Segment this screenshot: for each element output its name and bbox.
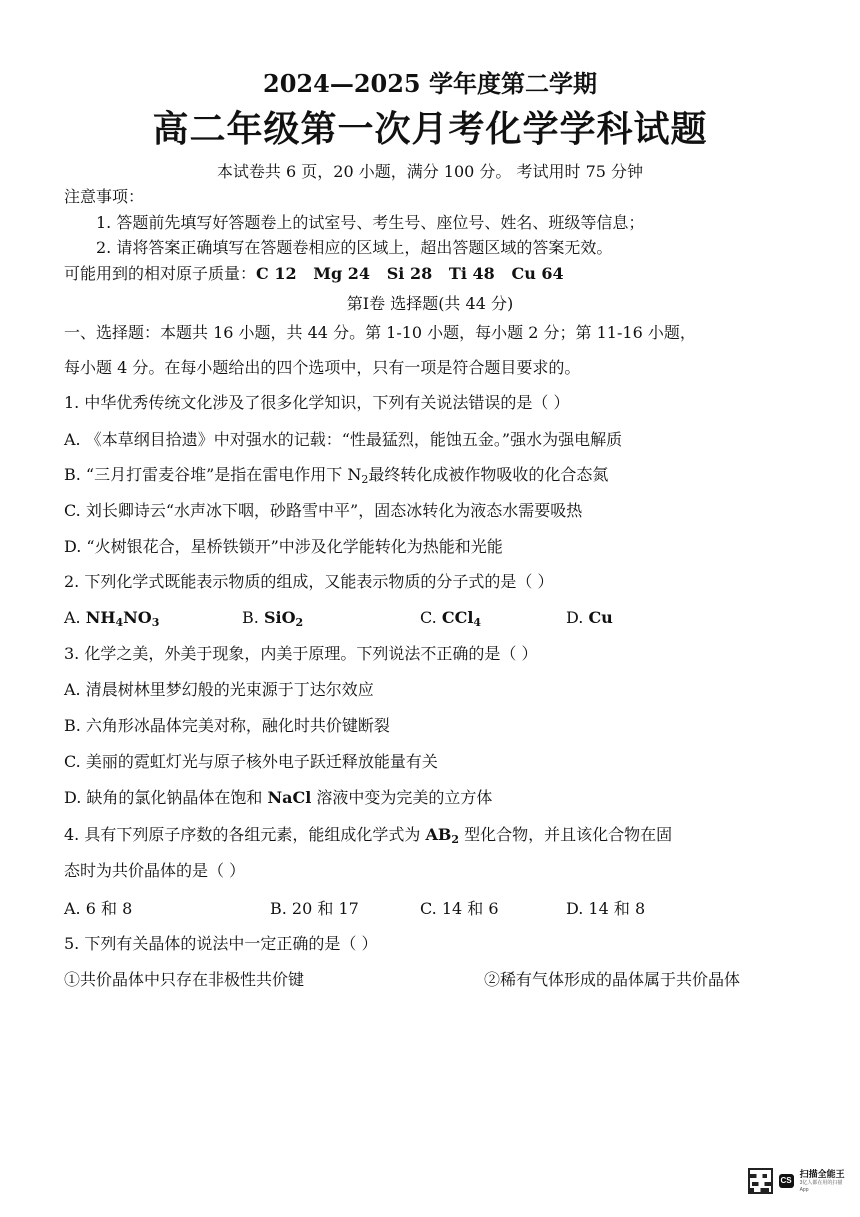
q5-item-2: ②稀有气体形成的晶体属于共价晶体 bbox=[484, 970, 741, 989]
atomic-mass-values: C 12 Mg 24 Si 28 Ti 48 Cu 64 bbox=[256, 264, 564, 283]
q2-a-label: A. bbox=[64, 608, 86, 627]
scanner-sub: 3亿人都在用的扫描App bbox=[799, 1179, 843, 1193]
q4-stem-sub: 2 bbox=[451, 833, 460, 846]
q4-stem bbox=[64, 825, 672, 845]
q1-b-pre: B. “三月打雷麦谷堆”是指在雷电作用下 N bbox=[64, 465, 362, 484]
q2-d-f: Cu bbox=[588, 608, 613, 627]
q2-c-s: 4 bbox=[473, 616, 482, 629]
exam-info: 本试卷共 6 页，20 小题，满分 100 分。 考试用时 75 分钟 bbox=[216, 162, 644, 181]
q1-b-post: 最终转化成被作物吸收的化合态氮 bbox=[368, 465, 609, 484]
atomic-mass bbox=[64, 264, 564, 284]
notes-label: 注意事项： bbox=[64, 187, 145, 206]
q5-item-1: ①共价晶体中只存在非极性共价键 bbox=[64, 970, 305, 989]
q2-a-f2: NO bbox=[123, 608, 152, 627]
q2-option-d bbox=[566, 608, 613, 628]
q2-a-f1: NH bbox=[85, 608, 116, 627]
q1-option-b bbox=[64, 465, 608, 485]
q2-c-label: C. bbox=[420, 608, 442, 627]
atomic-mass-label: 可能用到的相对原子质量： bbox=[64, 264, 257, 283]
q4-stem-formula: AB bbox=[425, 825, 452, 844]
q2-c-f: CCl bbox=[441, 608, 474, 627]
q3-d-pre: D. 缺角的氯化钠晶体在饱和 bbox=[64, 788, 268, 807]
q3-option-b: B. 六角形冰晶体完美对称，融化时共价键断裂 bbox=[64, 716, 390, 735]
q2-option-b bbox=[242, 608, 303, 628]
q4-option-b: B. 20 和 17 bbox=[270, 899, 359, 918]
q1-option-a: A. 《本草纲目拾遗》中对强水的记载：“性最猛烈，能蚀五金。”强水为强电解质 bbox=[64, 430, 623, 449]
q2-option-a bbox=[64, 608, 159, 628]
q2-d-label: D. bbox=[566, 608, 589, 627]
section1-line1: 一、选择题：本题共 16 小题，共 44 分。第 1-10 小题，每小题 2 分；第 11-16 小题， bbox=[64, 323, 696, 342]
q2-b-label: B. bbox=[242, 608, 264, 627]
q2-b-f: SiO bbox=[263, 608, 296, 627]
q4-stem-pre: 4. 具有下列原子序数的各组元素，能组成化学式为 bbox=[64, 825, 426, 844]
q3-option-c: C. 美丽的霓虹灯光与原子核外电子跃迁释放能量有关 bbox=[64, 752, 438, 771]
note-item-2: 2. 请将答案正确填写在答题卷相应的区域上，超出答题区域的答案无效。 bbox=[96, 238, 613, 257]
q2-a-s2: 3 bbox=[151, 616, 160, 629]
exam-title: 高二年级第一次月考化学学科试题 bbox=[152, 108, 708, 150]
q5-stem: 5. 下列有关晶体的说法中一定正确的是（ ） bbox=[64, 934, 378, 953]
q3-option-d bbox=[64, 788, 492, 808]
q2-stem: 2. 下列化学式既能表示物质的组成，又能表示物质的分子式的是（ ） bbox=[64, 572, 554, 591]
note-item-1: 1. 答题前先填写好答题卷上的试室号、考生号、座位号、姓名、班级等信息； bbox=[96, 213, 645, 232]
q4-option-d: D. 14 和 8 bbox=[566, 899, 646, 918]
q3-option-a: A. 清晨树林里梦幻般的光束源于丁达尔效应 bbox=[64, 680, 374, 699]
section1-line2: 每小题 4 分。在每小题给出的四个选项中，只有一项是符合题目要求的。 bbox=[64, 358, 581, 377]
q3-d-post: 溶液中变为完美的立方体 bbox=[311, 788, 493, 807]
term-heading: 2024—2025 学年度第二学期 bbox=[263, 69, 597, 98]
q1-option-d: D. “火树银花合，星桥铁锁开”中涉及化学能转化为热能和光能 bbox=[64, 537, 503, 556]
q2-option-c bbox=[420, 608, 481, 628]
cs-badge: CS bbox=[779, 1174, 794, 1188]
scanner-name: 扫描全能王 bbox=[799, 1168, 845, 1179]
q4-stem-line2: 态时为共价晶体的是（ ） bbox=[64, 861, 246, 880]
q3-d-formula: NaCl bbox=[267, 788, 312, 807]
part1-title: 第Ⅰ卷 选择题(共 44 分) bbox=[346, 294, 514, 313]
q4-option-a: A. 6 和 8 bbox=[64, 899, 133, 918]
q2-a-s1: 4 bbox=[115, 616, 124, 629]
q1-stem: 1. 中华优秀传统文化涉及了很多化学知识，下列有关说法错误的是（ ） bbox=[64, 393, 570, 412]
q4-option-c: C. 14 和 6 bbox=[420, 899, 499, 918]
q1-option-c: C. 刘长卿诗云“水声冰下咽，砂路雪中平”，固态冰转化为液态水需要吸热 bbox=[64, 501, 583, 520]
q1-b-sub: 2 bbox=[361, 473, 369, 486]
qr-code-icon bbox=[748, 1168, 773, 1194]
scanner-watermark bbox=[748, 1164, 848, 1198]
q2-b-s: 2 bbox=[295, 616, 304, 629]
q4-stem-post: 型化合物，并且该化合物在固 bbox=[459, 825, 673, 844]
q3-stem: 3. 化学之美，外美于现象，内美于原理。下列说法不正确的是（ ） bbox=[64, 644, 538, 663]
scanner-text bbox=[800, 1169, 848, 1194]
